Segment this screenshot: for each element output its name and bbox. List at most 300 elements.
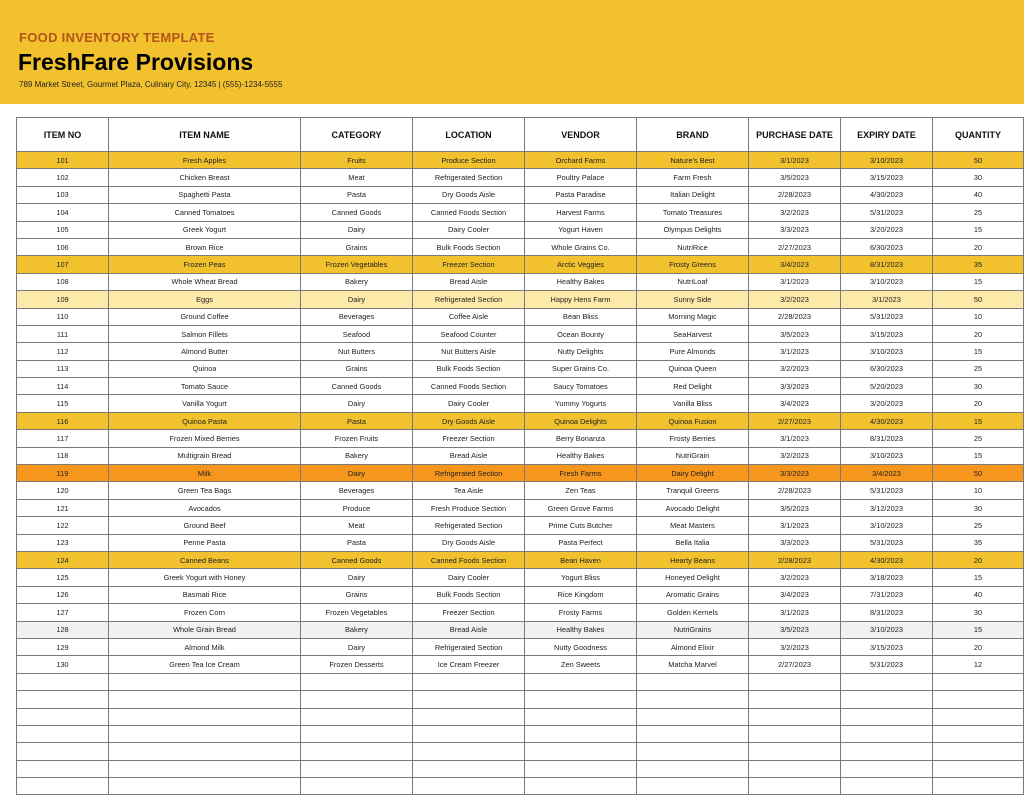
cell-expiry-date[interactable]: 3/15/2023 [841,638,933,655]
cell-item-name[interactable]: Whole Grain Bread [109,621,301,638]
cell-vendor[interactable]: Frosty Farms [525,604,637,621]
cell-location[interactable]: Dry Goods Aisle [413,186,525,203]
cell-purchase-date[interactable]: 2/28/2023 [749,551,841,568]
empty-cell[interactable] [933,691,1024,708]
cell-brand[interactable]: Golden Kernels [637,604,749,621]
cell-item-no[interactable]: 117 [17,430,109,447]
cell-vendor[interactable]: Healthy Bakes [525,621,637,638]
cell-brand[interactable]: Tomato Treasures [637,204,749,221]
cell-location[interactable]: Canned Foods Section [413,204,525,221]
empty-cell[interactable] [933,743,1024,760]
empty-cell[interactable] [749,760,841,777]
cell-brand[interactable]: NutriLoaf [637,273,749,290]
cell-brand[interactable]: Hearty Beans [637,551,749,568]
column-header-vendor[interactable]: VENDOR [525,118,637,152]
cell-purchase-date[interactable]: 3/3/2023 [749,378,841,395]
cell-purchase-date[interactable]: 2/27/2023 [749,412,841,429]
empty-cell[interactable] [749,725,841,742]
cell-brand[interactable]: Vanilla Bliss [637,395,749,412]
cell-item-name[interactable]: Milk [109,465,301,482]
cell-item-name[interactable]: Avocados [109,499,301,516]
empty-cell[interactable] [413,725,525,742]
table-row[interactable] [17,169,1024,186]
cell-location[interactable]: Freezer Section [413,430,525,447]
cell-vendor[interactable]: Zen Sweets [525,656,637,673]
cell-expiry-date[interactable]: 5/31/2023 [841,308,933,325]
cell-purchase-date[interactable]: 2/27/2023 [749,656,841,673]
cell-location[interactable]: Refrigerated Section [413,517,525,534]
cell-item-name[interactable]: Basmati Rice [109,586,301,603]
cell-purchase-date[interactable]: 2/28/2023 [749,308,841,325]
cell-item-name[interactable]: Green Tea Bags [109,482,301,499]
cell-item-name[interactable]: Frozen Peas [109,256,301,273]
cell-item-no[interactable]: 107 [17,256,109,273]
cell-vendor[interactable]: Harvest Farms [525,204,637,221]
empty-cell[interactable] [933,778,1024,795]
column-header-item-name[interactable]: ITEM NAME [109,118,301,152]
cell-vendor[interactable]: Yogurt Haven [525,221,637,238]
cell-item-name[interactable]: Penne Pasta [109,534,301,551]
empty-table-row[interactable] [17,691,1024,708]
cell-location[interactable]: Bulk Foods Section [413,586,525,603]
cell-brand[interactable]: Morning Magic [637,308,749,325]
cell-location[interactable]: Dry Goods Aisle [413,412,525,429]
cell-purchase-date[interactable]: 3/5/2023 [749,169,841,186]
column-header-expiry-date[interactable]: EXPIRY DATE [841,118,933,152]
empty-cell[interactable] [413,673,525,690]
cell-item-no[interactable]: 128 [17,621,109,638]
cell-item-name[interactable]: Greek Yogurt with Honey [109,569,301,586]
cell-item-no[interactable]: 114 [17,378,109,395]
cell-purchase-date[interactable]: 3/1/2023 [749,343,841,360]
cell-location[interactable]: Freezer Section [413,604,525,621]
cell-item-no[interactable]: 101 [17,152,109,169]
empty-cell[interactable] [841,691,933,708]
cell-item-no[interactable]: 127 [17,604,109,621]
cell-purchase-date[interactable]: 3/1/2023 [749,517,841,534]
cell-item-name[interactable]: Chicken Breast [109,169,301,186]
cell-location[interactable]: Bread Aisle [413,273,525,290]
cell-item-no[interactable]: 121 [17,499,109,516]
empty-cell[interactable] [17,778,109,795]
table-row[interactable] [17,256,1024,273]
cell-item-name[interactable]: Almond Milk [109,638,301,655]
cell-purchase-date[interactable]: 3/1/2023 [749,430,841,447]
cell-location[interactable]: Refrigerated Section [413,291,525,308]
cell-purchase-date[interactable]: 3/2/2023 [749,569,841,586]
empty-cell[interactable] [17,743,109,760]
cell-vendor[interactable]: Yogurt Bliss [525,569,637,586]
cell-quantity[interactable]: 25 [933,360,1024,377]
cell-quantity[interactable]: 50 [933,465,1024,482]
cell-quantity[interactable]: 20 [933,395,1024,412]
cell-category[interactable]: Produce [301,499,413,516]
cell-category[interactable]: Grains [301,360,413,377]
cell-purchase-date[interactable]: 3/2/2023 [749,291,841,308]
column-header-quantity[interactable]: QUANTITY [933,118,1024,152]
empty-cell[interactable] [109,691,301,708]
empty-cell[interactable] [841,673,933,690]
cell-item-name[interactable]: Almond Butter [109,343,301,360]
cell-location[interactable]: Coffee Aisle [413,308,525,325]
cell-expiry-date[interactable]: 5/20/2023 [841,378,933,395]
cell-brand[interactable]: Olympus Delights [637,221,749,238]
cell-item-name[interactable]: Multigrain Bread [109,447,301,464]
empty-cell[interactable] [413,743,525,760]
cell-quantity[interactable]: 20 [933,551,1024,568]
cell-brand[interactable]: Pure Almonds [637,343,749,360]
empty-cell[interactable] [109,725,301,742]
empty-cell[interactable] [525,778,637,795]
cell-vendor[interactable]: Yummy Yogurts [525,395,637,412]
table-row[interactable] [17,499,1024,516]
empty-cell[interactable] [841,760,933,777]
cell-item-no[interactable]: 105 [17,221,109,238]
cell-vendor[interactable]: Arctic Veggies [525,256,637,273]
cell-item-no[interactable]: 109 [17,291,109,308]
cell-expiry-date[interactable]: 5/31/2023 [841,204,933,221]
cell-item-no[interactable]: 120 [17,482,109,499]
cell-quantity[interactable]: 10 [933,308,1024,325]
cell-vendor[interactable]: Healthy Bakes [525,273,637,290]
empty-cell[interactable] [301,778,413,795]
empty-cell[interactable] [109,760,301,777]
cell-purchase-date[interactable]: 3/2/2023 [749,204,841,221]
column-header-item-no[interactable]: ITEM NO [17,118,109,152]
cell-brand[interactable]: Farm Fresh [637,169,749,186]
cell-category[interactable]: Frozen Vegetables [301,256,413,273]
empty-cell[interactable] [637,778,749,795]
cell-brand[interactable]: Matcha Marvel [637,656,749,673]
cell-expiry-date[interactable]: 3/10/2023 [841,152,933,169]
cell-quantity[interactable]: 50 [933,152,1024,169]
cell-vendor[interactable]: Super Grains Co. [525,360,637,377]
table-row[interactable] [17,517,1024,534]
empty-cell[interactable] [841,708,933,725]
cell-location[interactable]: Bread Aisle [413,447,525,464]
table-row[interactable] [17,395,1024,412]
table-row[interactable] [17,291,1024,308]
empty-cell[interactable] [749,708,841,725]
empty-table-row[interactable] [17,778,1024,795]
column-header-purchase-date[interactable]: PURCHASE DATE [749,118,841,152]
cell-item-no[interactable]: 111 [17,325,109,342]
cell-location[interactable]: Canned Foods Section [413,378,525,395]
empty-cell[interactable] [17,760,109,777]
cell-location[interactable]: Refrigerated Section [413,169,525,186]
cell-item-no[interactable]: 106 [17,238,109,255]
cell-category[interactable]: Beverages [301,308,413,325]
empty-cell[interactable] [637,725,749,742]
cell-expiry-date[interactable]: 3/20/2023 [841,221,933,238]
cell-item-no[interactable]: 118 [17,447,109,464]
cell-category[interactable]: Dairy [301,291,413,308]
cell-item-name[interactable]: Frozen Mixed Berries [109,430,301,447]
table-row[interactable] [17,586,1024,603]
cell-purchase-date[interactable]: 3/5/2023 [749,499,841,516]
cell-item-name[interactable]: Green Tea Ice Cream [109,656,301,673]
empty-cell[interactable] [933,760,1024,777]
cell-brand[interactable]: Sunny Side [637,291,749,308]
cell-category[interactable]: Dairy [301,395,413,412]
empty-cell[interactable] [413,778,525,795]
cell-category[interactable]: Grains [301,586,413,603]
empty-cell[interactable] [525,760,637,777]
empty-cell[interactable] [841,743,933,760]
table-row[interactable] [17,482,1024,499]
empty-cell[interactable] [301,725,413,742]
cell-expiry-date[interactable]: 8/31/2023 [841,604,933,621]
cell-category[interactable]: Seafood [301,325,413,342]
cell-expiry-date[interactable]: 8/31/2023 [841,256,933,273]
empty-cell[interactable] [749,691,841,708]
cell-expiry-date[interactable]: 7/31/2023 [841,586,933,603]
cell-purchase-date[interactable]: 2/28/2023 [749,186,841,203]
cell-item-name[interactable]: Eggs [109,291,301,308]
cell-category[interactable]: Meat [301,169,413,186]
cell-brand[interactable]: SeaHarvest [637,325,749,342]
cell-brand[interactable]: Honeyed Delight [637,569,749,586]
cell-vendor[interactable]: Bean Bliss [525,308,637,325]
table-row[interactable] [17,465,1024,482]
cell-category[interactable]: Beverages [301,482,413,499]
cell-category[interactable]: Canned Goods [301,551,413,568]
cell-quantity[interactable]: 10 [933,482,1024,499]
cell-vendor[interactable]: Berry Bonanza [525,430,637,447]
cell-expiry-date[interactable]: 3/10/2023 [841,343,933,360]
cell-category[interactable]: Nut Butters [301,343,413,360]
cell-expiry-date[interactable]: 6/30/2023 [841,238,933,255]
column-header-brand[interactable]: BRAND [637,118,749,152]
cell-category[interactable]: Bakery [301,273,413,290]
cell-expiry-date[interactable]: 3/15/2023 [841,169,933,186]
cell-item-no[interactable]: 110 [17,308,109,325]
cell-purchase-date[interactable]: 3/4/2023 [749,395,841,412]
cell-expiry-date[interactable]: 3/1/2023 [841,291,933,308]
cell-vendor[interactable]: Rice Kingdom [525,586,637,603]
cell-expiry-date[interactable]: 3/10/2023 [841,273,933,290]
empty-cell[interactable] [933,708,1024,725]
cell-item-no[interactable]: 104 [17,204,109,221]
cell-item-no[interactable]: 103 [17,186,109,203]
cell-expiry-date[interactable]: 3/10/2023 [841,621,933,638]
cell-expiry-date[interactable]: 4/30/2023 [841,186,933,203]
empty-cell[interactable] [109,743,301,760]
empty-cell[interactable] [637,743,749,760]
cell-quantity[interactable]: 25 [933,204,1024,221]
cell-vendor[interactable]: Nutty Goodness [525,638,637,655]
table-row[interactable] [17,447,1024,464]
cell-quantity[interactable]: 15 [933,569,1024,586]
cell-vendor[interactable]: Happy Hens Farm [525,291,637,308]
cell-location[interactable]: Bulk Foods Section [413,360,525,377]
cell-purchase-date[interactable]: 2/27/2023 [749,238,841,255]
cell-item-name[interactable]: Tomato Sauce [109,378,301,395]
empty-cell[interactable] [637,691,749,708]
cell-brand[interactable]: NutriRice [637,238,749,255]
cell-brand[interactable]: Avocado Delight [637,499,749,516]
cell-category[interactable]: Frozen Desserts [301,656,413,673]
cell-quantity[interactable]: 20 [933,638,1024,655]
table-row[interactable] [17,238,1024,255]
cell-category[interactable]: Dairy [301,465,413,482]
cell-item-name[interactable]: Greek Yogurt [109,221,301,238]
cell-purchase-date[interactable]: 3/4/2023 [749,256,841,273]
table-row[interactable] [17,378,1024,395]
cell-item-name[interactable]: Quinoa [109,360,301,377]
cell-purchase-date[interactable]: 3/1/2023 [749,604,841,621]
cell-item-no[interactable]: 126 [17,586,109,603]
cell-brand[interactable]: Bella Italia [637,534,749,551]
cell-quantity[interactable]: 30 [933,169,1024,186]
cell-quantity[interactable]: 15 [933,273,1024,290]
empty-cell[interactable] [749,778,841,795]
cell-quantity[interactable]: 50 [933,291,1024,308]
table-row[interactable] [17,551,1024,568]
cell-item-no[interactable]: 115 [17,395,109,412]
cell-purchase-date[interactable]: 3/2/2023 [749,638,841,655]
cell-brand[interactable]: Tranquil Greens [637,482,749,499]
cell-vendor[interactable]: Nutty Delights [525,343,637,360]
cell-vendor[interactable]: Prime Cuts Butcher [525,517,637,534]
cell-purchase-date[interactable]: 3/2/2023 [749,447,841,464]
cell-brand[interactable]: Frosty Berries [637,430,749,447]
cell-quantity[interactable]: 15 [933,221,1024,238]
cell-location[interactable]: Nut Butters Aisle [413,343,525,360]
cell-item-name[interactable]: Salmon Fillets [109,325,301,342]
cell-expiry-date[interactable]: 3/10/2023 [841,517,933,534]
empty-cell[interactable] [301,691,413,708]
cell-location[interactable]: Freezer Section [413,256,525,273]
cell-purchase-date[interactable]: 3/2/2023 [749,360,841,377]
cell-brand[interactable]: Dairy Delight [637,465,749,482]
cell-expiry-date[interactable]: 3/12/2023 [841,499,933,516]
empty-cell[interactable] [17,691,109,708]
cell-purchase-date[interactable]: 2/28/2023 [749,482,841,499]
cell-item-no[interactable]: 125 [17,569,109,586]
cell-quantity[interactable]: 12 [933,656,1024,673]
cell-quantity[interactable]: 15 [933,343,1024,360]
table-row[interactable] [17,221,1024,238]
cell-item-name[interactable]: Frozen Corn [109,604,301,621]
cell-item-name[interactable]: Spaghetti Pasta [109,186,301,203]
cell-brand[interactable]: Meat Masters [637,517,749,534]
cell-quantity[interactable]: 15 [933,621,1024,638]
cell-item-no[interactable]: 116 [17,412,109,429]
cell-location[interactable]: Seafood Counter [413,325,525,342]
cell-brand[interactable]: Red Delight [637,378,749,395]
table-row[interactable] [17,534,1024,551]
cell-quantity[interactable]: 35 [933,534,1024,551]
cell-brand[interactable]: Italian Delight [637,186,749,203]
table-row[interactable] [17,308,1024,325]
cell-brand[interactable]: Almond Elixir [637,638,749,655]
cell-category[interactable]: Pasta [301,412,413,429]
cell-vendor[interactable]: Fresh Farms [525,465,637,482]
empty-cell[interactable] [841,725,933,742]
table-row[interactable] [17,186,1024,203]
empty-table-row[interactable] [17,725,1024,742]
cell-location[interactable]: Ice Cream Freezer [413,656,525,673]
cell-item-no[interactable]: 108 [17,273,109,290]
cell-vendor[interactable]: Healthy Bakes [525,447,637,464]
cell-expiry-date[interactable]: 6/30/2023 [841,360,933,377]
table-row[interactable] [17,325,1024,342]
table-row[interactable] [17,343,1024,360]
cell-location[interactable]: Produce Section [413,152,525,169]
cell-expiry-date[interactable]: 3/15/2023 [841,325,933,342]
cell-vendor[interactable]: Green Grove Farms [525,499,637,516]
cell-location[interactable]: Refrigerated Section [413,638,525,655]
cell-expiry-date[interactable]: 5/31/2023 [841,656,933,673]
cell-vendor[interactable]: Pasta Paradise [525,186,637,203]
cell-purchase-date[interactable]: 3/4/2023 [749,586,841,603]
table-row[interactable] [17,204,1024,221]
cell-item-no[interactable]: 113 [17,360,109,377]
cell-location[interactable]: Fresh Produce Section [413,499,525,516]
cell-purchase-date[interactable]: 3/5/2023 [749,325,841,342]
empty-cell[interactable] [525,743,637,760]
empty-cell[interactable] [525,691,637,708]
empty-cell[interactable] [413,708,525,725]
empty-cell[interactable] [933,725,1024,742]
empty-table-row[interactable] [17,708,1024,725]
cell-item-no[interactable]: 123 [17,534,109,551]
cell-item-no[interactable]: 122 [17,517,109,534]
empty-cell[interactable] [109,673,301,690]
empty-cell[interactable] [109,708,301,725]
cell-quantity[interactable]: 40 [933,186,1024,203]
empty-cell[interactable] [301,708,413,725]
cell-quantity[interactable]: 30 [933,499,1024,516]
cell-quantity[interactable]: 15 [933,412,1024,429]
cell-item-name[interactable]: Whole Wheat Bread [109,273,301,290]
cell-category[interactable]: Pasta [301,534,413,551]
cell-category[interactable]: Grains [301,238,413,255]
cell-quantity[interactable]: 40 [933,586,1024,603]
cell-location[interactable]: Dairy Cooler [413,569,525,586]
empty-table-row[interactable] [17,673,1024,690]
cell-quantity[interactable]: 25 [933,517,1024,534]
cell-category[interactable]: Canned Goods [301,204,413,221]
cell-item-name[interactable]: Canned Tomatoes [109,204,301,221]
empty-cell[interactable] [17,708,109,725]
empty-cell[interactable] [637,760,749,777]
cell-category[interactable]: Canned Goods [301,378,413,395]
cell-brand[interactable]: NutriGrain [637,447,749,464]
cell-quantity[interactable]: 15 [933,447,1024,464]
empty-cell[interactable] [413,760,525,777]
cell-brand[interactable]: Quinoa Queen [637,360,749,377]
cell-brand[interactable]: Frosty Greens [637,256,749,273]
cell-location[interactable]: Dry Goods Aisle [413,534,525,551]
cell-item-no[interactable]: 124 [17,551,109,568]
table-row[interactable] [17,621,1024,638]
cell-brand[interactable]: Aromatic Grains [637,586,749,603]
table-row[interactable] [17,430,1024,447]
empty-cell[interactable] [525,708,637,725]
cell-quantity[interactable]: 20 [933,325,1024,342]
empty-table-row[interactable] [17,743,1024,760]
cell-expiry-date[interactable]: 3/4/2023 [841,465,933,482]
cell-purchase-date[interactable]: 3/5/2023 [749,621,841,638]
cell-vendor[interactable]: Bean Haven [525,551,637,568]
table-row[interactable] [17,604,1024,621]
empty-cell[interactable] [525,673,637,690]
cell-quantity[interactable]: 30 [933,604,1024,621]
cell-brand[interactable]: NutriGrains [637,621,749,638]
empty-cell[interactable] [749,743,841,760]
